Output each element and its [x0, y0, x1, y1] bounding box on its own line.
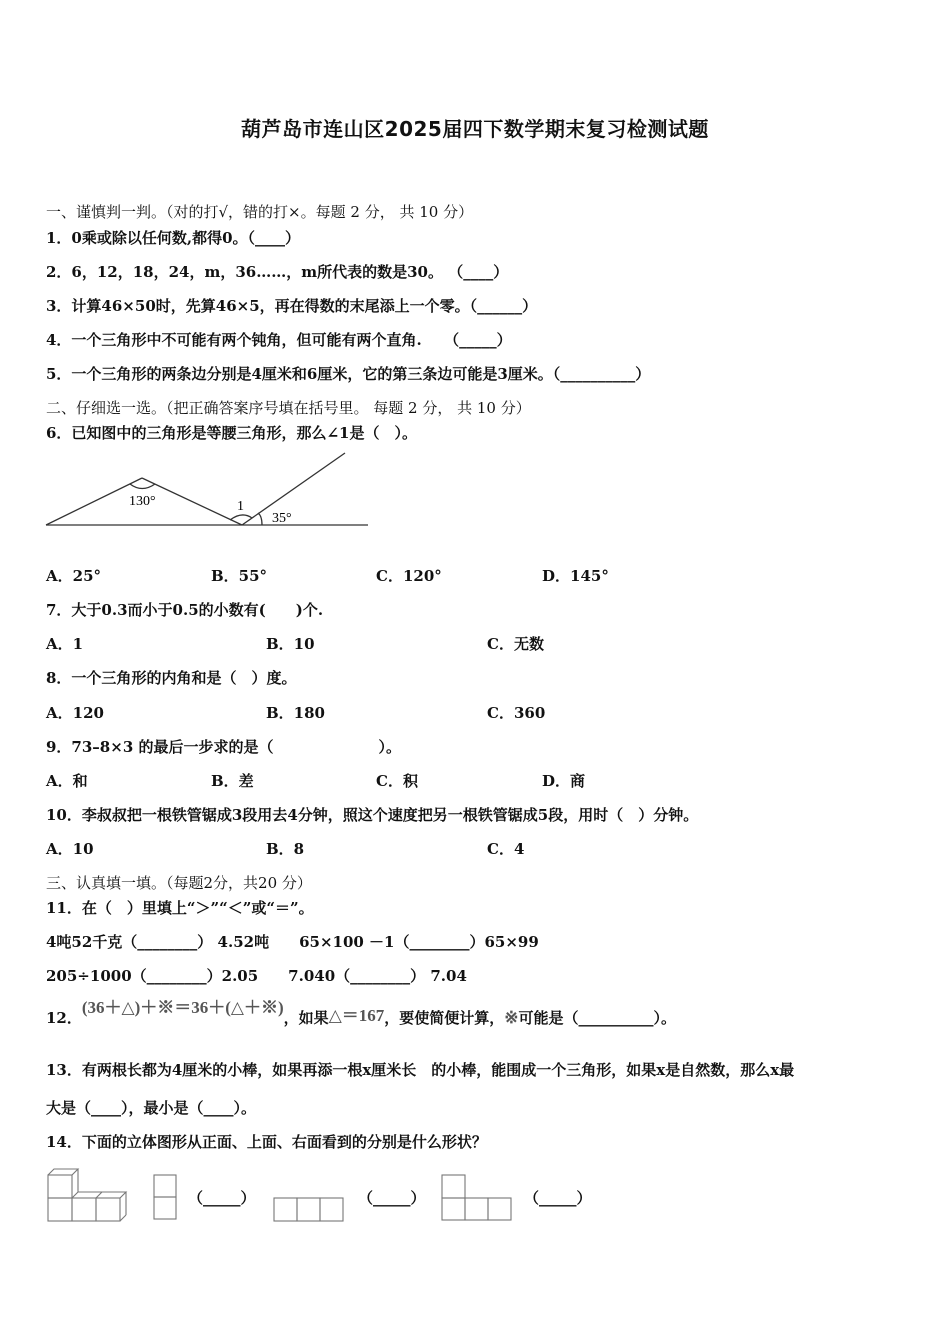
q6-option-a[interactable]: A．25° [46, 567, 102, 585]
question-7: 7．大于0.3而小于0.5的小数有( )个. [46, 601, 324, 619]
view-3-blank[interactable]: （_____） [524, 1189, 592, 1207]
cube-solid-figure [46, 1166, 128, 1224]
question-4: 4．一个三角形中不可能有两个钝角，但可能有两个直角. （_____） [46, 331, 512, 349]
triangle-right-side [142, 478, 242, 525]
q10-option-a[interactable]: A．10 [46, 840, 94, 858]
q6-option-c[interactable]: C．120° [376, 567, 442, 585]
question-8: 8．一个三角形的内角和是（ ）度。 [46, 669, 297, 687]
question-5: 5．一个三角形的两条边分别是4厘米和6厘米，它的第三条边可能是3厘米。（__________） [46, 365, 651, 383]
angle-1-arc [230, 515, 252, 520]
question-12 [46, 998, 677, 1028]
view-2-blank[interactable]: （_____） [358, 1189, 426, 1207]
section-1-heading: 一、谨慎判一判。（对的打√，错的打×。每题 2 分， 共 10 分） [46, 203, 474, 221]
q6-option-b[interactable]: B．55° [211, 567, 268, 585]
question-10: 10．李叔叔把一根铁管锯成3段用去4分钟，照这个速度把另一根铁管锯成5段，用时（ ）分钟。 [46, 806, 699, 824]
view-1-figure [152, 1173, 178, 1223]
section-2-heading: 二、仔细选一选。（把正确答案序号填在括号里。 每题 2 分， 共 10 分） [46, 399, 531, 417]
q7-option-b[interactable]: B．10 [266, 635, 315, 653]
triangle-left-side [46, 478, 142, 525]
angle-130-label: 130° [129, 494, 156, 509]
q6-option-d[interactable]: D．145° [542, 567, 609, 585]
question-1: 1．0乘或除以任何数,都得0。（____） [46, 229, 301, 247]
view-2-figure [272, 1196, 346, 1224]
q9-option-c[interactable]: C．积 [376, 772, 418, 790]
q12-number: 12． [46, 1009, 82, 1027]
q12-if: ，如果 [283, 1009, 329, 1027]
q12-symbol: ※ [504, 1008, 519, 1027]
question-6: 6．已知图中的三角形是等腰三角形，那么∠1是（ ）。 [46, 424, 417, 442]
q10-option-b[interactable]: B．8 [266, 840, 305, 858]
q12-middle: ，要使简便计算， [384, 1009, 505, 1027]
q8-option-a[interactable]: A．120 [46, 704, 104, 722]
section-3-heading: 三、认真填一填。（每题2分，共20 分） [46, 874, 312, 892]
q8-option-c[interactable]: C．360 [487, 704, 546, 722]
angle-130-arc [130, 484, 155, 489]
ray-line [242, 453, 345, 525]
q12-expression: (36＋△)＋※＝36＋(△＋※) [81, 998, 284, 1017]
q10-option-c[interactable]: C．4 [487, 840, 525, 858]
q12-condition: △＝167 [328, 1006, 385, 1025]
view-1-blank[interactable]: （_____） [188, 1189, 256, 1207]
q7-option-c[interactable]: C．无数 [487, 635, 544, 653]
angle-35-label: 35° [272, 511, 292, 526]
triangle-angle-figure [40, 448, 380, 538]
question-2: 2．6，12，18，24，m，36……，m所代表的数是30。 （____） [46, 263, 509, 281]
q9-option-b[interactable]: B．差 [211, 772, 254, 790]
q12-tail: 可能是（__________）。 [518, 1009, 677, 1027]
angle-1-label: 1 [237, 499, 244, 514]
question-11: 11．在（ ）里填上“＞”“＜”或“＝”。 [46, 899, 314, 917]
page-title: 葫芦岛市连山区2025届四下数学期末复习检测试题 [241, 117, 709, 141]
question-13-line-2: 大是（____），最小是（____）。 [46, 1099, 257, 1117]
q9-option-d[interactable]: D．商 [542, 772, 586, 790]
view-3-figure [440, 1173, 514, 1223]
question-13-line-1: 13．有两根长都为4厘米的小棒，如果再添一根x厘米长 的小棒，能围成一个三角形，如果x是自然数，那么x最 [46, 1061, 795, 1079]
q7-option-a[interactable]: A．1 [46, 635, 84, 653]
question-14: 14．下面的立体图形从正面、上面、右面看到的分别是什么形状？ [46, 1133, 487, 1151]
question-11-row-2: 205÷1000（________）2.05 7.040（________） 7.04 [46, 967, 467, 985]
q8-option-b[interactable]: B．180 [266, 704, 325, 722]
question-3: 3．计算46×50时，先算46×5，再在得数的末尾添上一个零。（______） [46, 297, 538, 315]
q9-option-a[interactable]: A．和 [46, 772, 88, 790]
question-11-row-1: 4吨52千克（________） 4.52吨 65×100 －1（________）65×99 [46, 933, 539, 951]
angle-35-arc [258, 513, 262, 525]
question-9: 9．73–8×3 的最后一步求的是（ ）。 [46, 738, 401, 756]
